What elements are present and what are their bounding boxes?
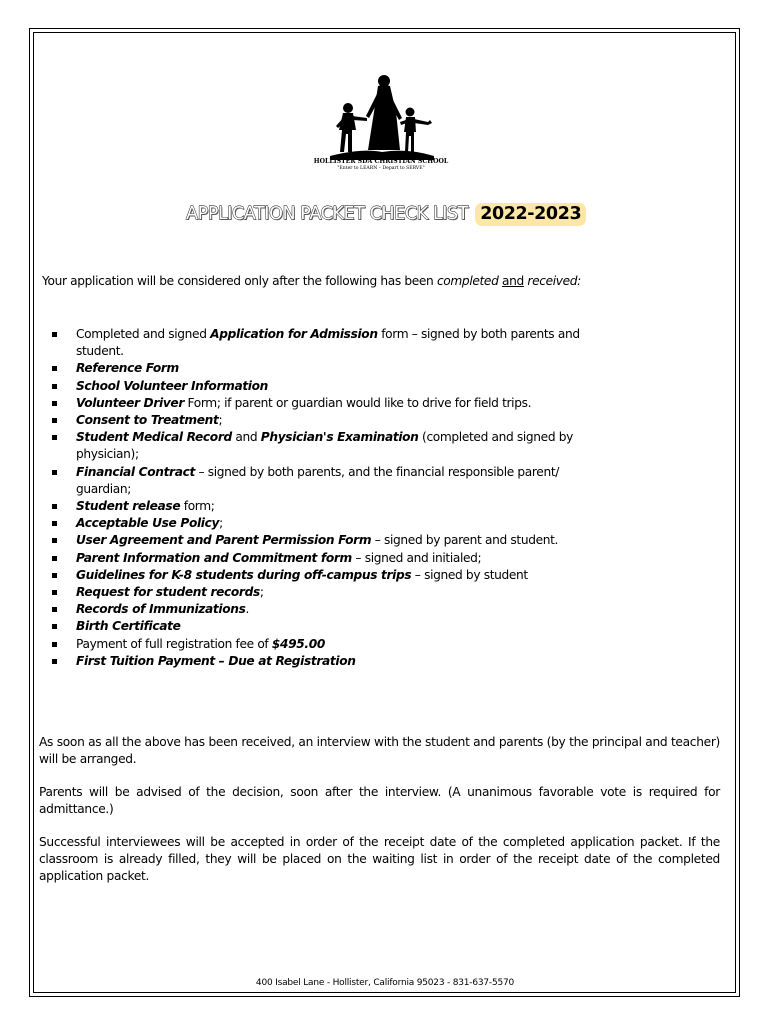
bullet-icon — [52, 624, 57, 629]
checklist-item: Volunteer Driver Form; if parent or guardian would like to drive for field trips. — [50, 395, 610, 412]
checklist-item: Parent Information and Commitment form – signed and initialed; — [50, 550, 610, 567]
checklist-item: School Volunteer Information — [50, 378, 610, 395]
school-motto: "Enter to LEARN – Depart to SERVE" — [337, 166, 425, 171]
bullet-icon — [52, 384, 57, 389]
document-checklist — [50, 326, 610, 670]
bullet-icon — [52, 556, 57, 561]
checklist-item: First Tuition Payment – Due at Registration — [50, 653, 610, 670]
checklist-item: Student Medical Record and Physician's Examination (completed and signed by physician); — [50, 429, 610, 463]
checklist-item: Records of Immunizations. — [50, 601, 610, 618]
school-name: HOLLISTER SDA CHRISTIAN SCHOOL — [313, 158, 449, 165]
bullet-icon — [52, 366, 57, 371]
bullet-icon — [52, 418, 57, 423]
teacher-children-silhouette-icon — [322, 72, 440, 160]
intro-completed: completed — [436, 274, 499, 288]
acceptance-paragraph: Successful interviewees will be accepted in order of the receipt date of the completed application packet. If the classroom is already filled, they will be placed on the waiting list in order of the receipt date of the completed application packet. — [39, 835, 720, 884]
intro-received: received: — [527, 274, 581, 288]
bullet-icon — [52, 521, 57, 526]
checklist-item: Student release form; — [50, 498, 610, 515]
checklist-item: Guidelines for K-8 students during off-campus trips – signed by student — [50, 567, 610, 584]
intro-and: and — [502, 274, 524, 288]
bullet-icon — [52, 573, 57, 578]
bullet-icon — [52, 504, 57, 509]
bullet-icon — [52, 435, 57, 440]
checklist-item: Acceptable Use Policy; — [50, 515, 610, 532]
intro-lead: Your application will be considered only after the following has been — [42, 274, 437, 288]
checklist-item: Payment of full registration fee of $495.00 — [50, 636, 610, 653]
bullet-icon — [52, 590, 57, 595]
intro-sentence — [42, 274, 581, 288]
bullet-icon — [52, 470, 57, 475]
bullet-icon — [52, 659, 57, 664]
decision-paragraph: Parents will be advised of the decision, soon after the interview. (A unanimous favorable vote is required for admittance.) — [39, 785, 720, 817]
checklist-item: Reference Form — [50, 360, 610, 377]
bullet-icon — [52, 538, 57, 543]
checklist-item: Completed and signed Application for Admission form – signed by both parents and student. — [50, 326, 610, 360]
bullet-icon — [52, 607, 57, 612]
checklist-item: Request for student records; — [50, 584, 610, 601]
title-year-badge: 2022-2023 — [475, 203, 586, 226]
checklist-item: Birth Certificate — [50, 618, 610, 635]
bullet-icon — [52, 401, 57, 406]
checklist-item: Financial Contract – signed by both parents, and the financial responsible parent/ guardian; — [50, 464, 610, 498]
bullet-icon — [52, 642, 57, 647]
title-text: APPLICATION PACKET CHECK LIST — [186, 204, 469, 224]
checklist-item: User Agreement and Parent Permission Form – signed by parent and student. — [50, 532, 610, 549]
footer-address: 400 Isabel Lane - Hollister, California 95023 - 831-637-5570 — [255, 978, 515, 988]
interview-paragraph: As soon as all the above has been received, an interview with the student and parents (by the principal and teacher) will be arranged. — [39, 735, 720, 767]
checklist-item: Consent to Treatment; — [50, 412, 610, 429]
bullet-icon — [52, 332, 57, 337]
page-title — [186, 204, 586, 224]
